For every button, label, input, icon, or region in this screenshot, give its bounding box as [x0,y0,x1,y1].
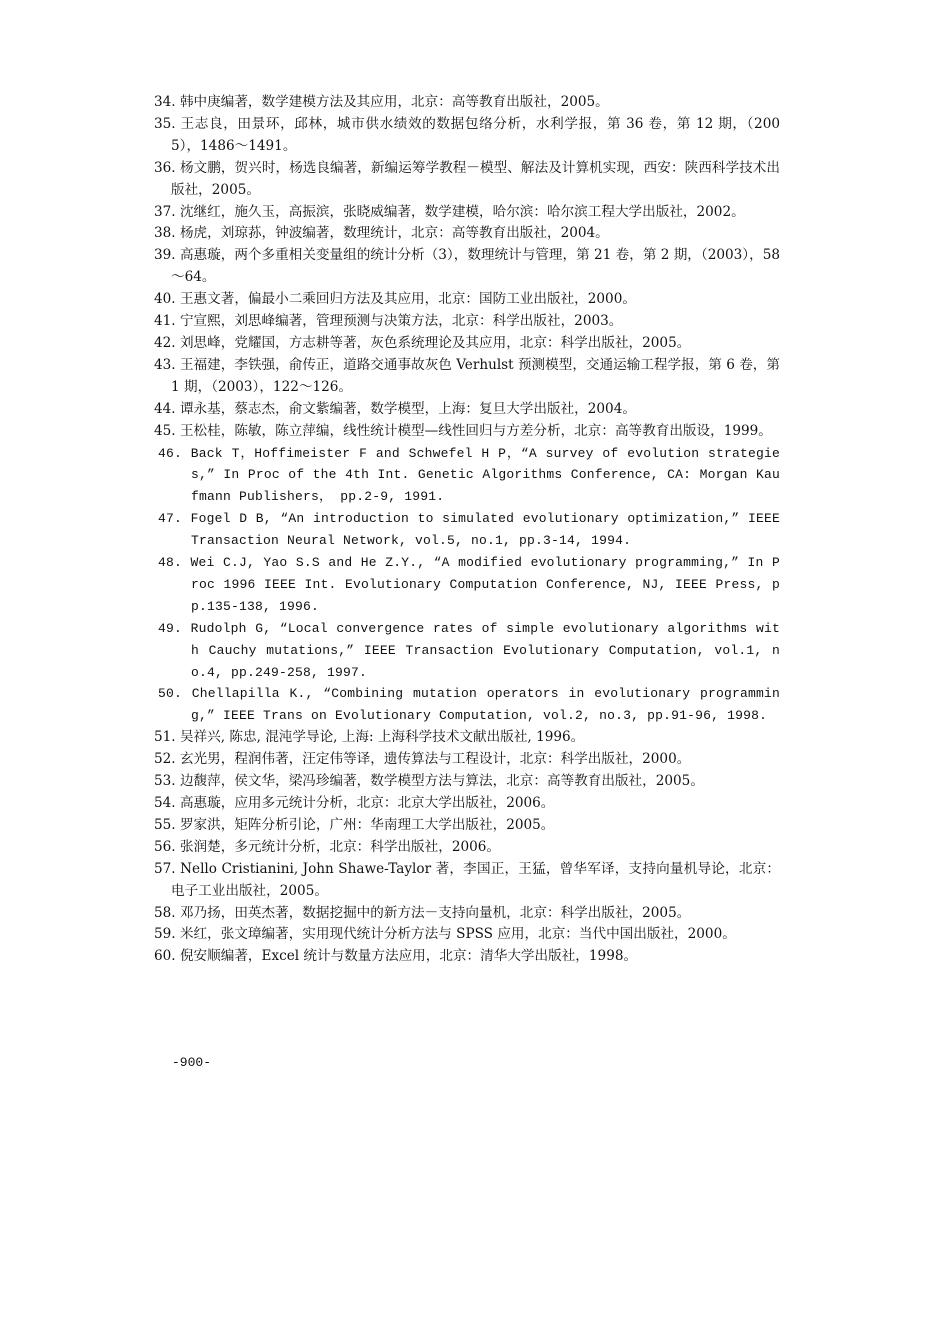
reference-text: 宁宣熙，刘思峰编著，管理预测与决策方法，北京：科学出版社，2003。 [179,313,623,330]
reference-item [154,223,780,245]
reference-number: 46. [158,445,183,461]
reference-item [154,355,780,399]
reference-item [154,903,780,925]
reference-number: 58. [154,904,176,921]
reference-text: 玄光男，程润伟著，汪定伟等译，遗传算法与工程设计，北京：科学出版社，2000。 [179,751,691,768]
reference-text: 边馥萍，侯文华，梁冯珍编著，数学模型方法与算法，北京：高等教育出版社，2005。 [179,773,704,790]
reference-text: 沈继红，施久玉，高振滨，张晓威编著，数学建模，哈尔滨：哈尔滨工程大学出版社，2002。 [179,203,745,220]
reference-number: 37. [154,203,176,220]
reference-item [154,508,780,552]
reference-item [154,859,780,903]
reference-item [154,946,780,968]
reference-text: 杨虎，刘琼荪，钟波编著，数理统计，北京：高等教育出版社，2004。 [179,225,609,242]
reference-number: 40. [154,291,176,308]
reference-item [154,289,780,311]
reference-number: 34. [154,94,176,110]
reference-number: 51. [154,729,176,746]
reference-item [154,158,780,202]
reference-number: 48. [158,555,183,571]
reference-number: 43. [154,356,176,373]
reference-text: 谭永基，蔡志杰，俞文紫编著，数学模型，上海：复旦大学出版社，2004。 [179,400,636,417]
reference-list [154,92,780,968]
reference-number: 36. [154,159,176,176]
reference-number: 50. [158,686,183,702]
reference-item [154,727,780,749]
reference-text: 王福建，李铁强，俞传正，道路交通事故灰色 Verhulst 预测模型，交通运输工程学报，第 6 卷，第 1 期，（2003），122～126。 [171,356,780,395]
reference-number: 52. [154,751,176,768]
reference-item [154,311,780,333]
reference-number: 54. [154,795,176,811]
reference-text: Chellapilla K., “Combining mutation operators in evolutionary programming,” IEEE Trans on Evolutionary Computation, vol.2, no.3, pp.91-96, 1998. [191,686,780,724]
reference-number: 55. [154,816,176,833]
reference-item [154,245,780,289]
reference-text: 杨文鹏，贺兴时，杨选良编著，新编运筹学教程－模型、解法及计算机实现，西安：陕西科学技术出版社，2005。 [171,159,780,198]
reference-text: 王松桂，陈敏，陈立萍编，线性统计模型—线性回归与方差分析，北京：高等教育出版设，1999。 [179,422,772,439]
reference-item [154,683,780,727]
reference-number: 39. [154,247,176,264]
reference-number: 60. [154,948,176,965]
reference-text: Nello Cristianini, John Shawe-Taylor 著，李国正，王猛，曾华军译，支持向量机导论，北京：电子工业出版社，2005。 [171,860,780,899]
page-number: -900- [172,1055,212,1070]
reference-text: Wei C.J, Yao S.S and He Z.Y., “A modified evolutionary programming,” In Proc 1996 IEEE Int. Evolutionary Computation Conference, NJ, IEEE Press, pp.135-138, 1996. [190,555,780,614]
reference-item [154,333,780,355]
reference-text: 罗家洪，矩阵分析引论，广州：华南理工大学出版社，2005。 [179,816,555,833]
reference-number: 49. [158,620,183,636]
reference-item [154,421,780,443]
reference-item [154,749,780,771]
reference-number: 41. [154,313,176,330]
reference-text: 刘思峰，党耀国，方志耕等著，灰色系统理论及其应用，北京：科学出版社，2005。 [179,334,691,351]
reference-text: 高惠璇，应用多元统计分析，北京：北京大学出版社，2006。 [179,795,555,811]
reference-item [154,92,780,114]
reference-text: 高惠璇，两个多重相关变量组的统计分析（3），数理统计与管理，第 21 卷，第 2 期，（2003），58～64。 [171,247,780,286]
reference-item [154,552,780,618]
reference-text: 王惠文著，偏最小二乘回归方法及其应用，北京：国防工业出版社，2000。 [179,291,636,308]
reference-item [154,771,780,793]
reference-number: 57. [154,860,176,877]
reference-text: Rudolph G, “Local convergence rates of simple evolutionary algorithms with Cauchy mutations,” IEEE Transaction Evolutionary Computation, vol.1, no.4, pp.249-258, 1997. [190,620,780,680]
reference-item [154,618,780,684]
reference-item [154,837,780,859]
reference-text: 米红，张文璋编著，实用现代统计分析方法与 SPSS 应用，北京：当代中国出版社，2000。 [179,926,736,943]
reference-item [154,399,780,421]
reference-item [154,924,780,946]
reference-item [154,114,780,158]
reference-number: 56. [154,838,176,855]
reference-number: 44. [154,400,176,417]
reference-item [154,793,780,815]
reference-item [154,443,780,509]
reference-text: Fogel D B, “An introduction to simulated evolutionary optimization,” IEEE Transaction Neural Network, vol.5, no.1, pp.3-14, 1994. [190,511,780,549]
reference-text: 张润楚，多元统计分析，北京：科学出版社，2006。 [179,838,501,855]
reference-item [154,202,780,224]
reference-number: 53. [154,773,176,790]
reference-number: 38. [154,225,176,242]
reference-text: Back T，Hoffimeister F and Schwefel H P，“A survey of evolution strategies,” In Proc of the 4th Int. Genetic Algorithms Conference, CA: Morgan Kaufmann Publishers， pp.2-9, 1991. [190,445,780,505]
reference-number: 45. [154,422,176,439]
reference-item [154,815,780,837]
reference-number: 59. [154,926,176,943]
reference-text: 倪安顺编著，Excel 统计与数量方法应用，北京：清华大学出版社，1998。 [179,948,638,965]
reference-text: 韩中庚编著，数学建模方法及其应用，北京：高等教育出版社，2005。 [179,94,609,110]
reference-number: 42. [154,334,176,351]
reference-number: 35. [154,115,176,132]
reference-text: 邓乃扬，田英杰著，数据挖掘中的新方法－支持向量机，北京：科学出版社，2005。 [179,904,691,921]
reference-text: 王志良，田景环，邱林，城市供水绩效的数据包络分析，水利学报，第 36 卷，第 12 期，（2005），1486～1491。 [171,115,780,154]
reference-text: 吴祥兴, 陈忠, 混沌学导论, 上海: 上海科学技术文献出版社, 1996。 [179,729,585,746]
reference-number: 47. [158,511,183,527]
